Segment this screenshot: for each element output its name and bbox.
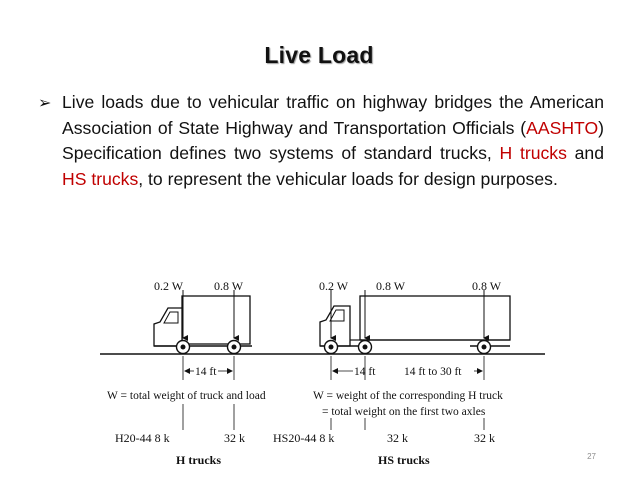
wheel-icon <box>177 341 190 354</box>
h-rear-axle-load: 32 k <box>224 431 245 445</box>
h-front-load-label: 0.2 W <box>154 279 184 293</box>
paragraph-run: Live loads due to vehicular traffic on highway bridges the American Association of State Highway and Transportation Officials ( <box>62 92 604 138</box>
paragraph-run: , to represent the vehicular loads for design purposes. <box>138 168 558 189</box>
arrowhead-bullet-icon: ➢ <box>38 95 52 112</box>
hs-middle-load-label: 0.8 W <box>376 279 406 293</box>
paragraph-run: ) Specification defines two systems of standard trucks, <box>62 117 604 163</box>
slide-title: Live Load <box>264 42 374 68</box>
h-truck-drawing <box>154 290 252 354</box>
hs-front-load-label: 0.2 W <box>319 279 349 293</box>
paragraph-run: and <box>566 143 604 163</box>
hs-rear-axle-load: 32 k <box>474 431 495 445</box>
h-trucks-highlight: H trucks <box>499 143 567 163</box>
h-rear-load-label: 0.8 W <box>214 279 244 293</box>
hs-weight-definition: W = weight of the corresponding H truck <box>313 390 503 402</box>
hs-truck-drawing <box>320 290 510 354</box>
page-number: 27 <box>587 452 596 461</box>
h-weight-definition: W = total weight of truck and load <box>107 390 266 402</box>
h-trucks-caption: H trucks <box>176 453 221 467</box>
h-designation-label: H20-44 8 k <box>115 431 170 445</box>
aashto-highlight: AASHTO <box>526 117 599 138</box>
hs-rear-load-label: 0.8 W <box>472 279 502 293</box>
hs-designation-label: HS20-44 8 k <box>273 431 335 445</box>
hs-trucks-caption: HS trucks <box>378 453 430 467</box>
hs-middle-axle-load: 32 k <box>387 431 408 445</box>
hs-trucks-highlight: HS trucks <box>62 168 139 189</box>
wheel-icon <box>228 341 241 354</box>
h-spacing-label: 14 ft <box>195 366 217 378</box>
wheel-icon <box>478 341 491 354</box>
wheel-icon <box>325 341 338 354</box>
hs-weight-definition-2: = total weight on the first two axles <box>322 406 486 418</box>
wheel-icon <box>359 341 372 354</box>
hs-spacing-2-label: 14 ft to 30 ft <box>404 366 462 378</box>
hs-spacing-1-label: 14 ft <box>354 366 376 378</box>
